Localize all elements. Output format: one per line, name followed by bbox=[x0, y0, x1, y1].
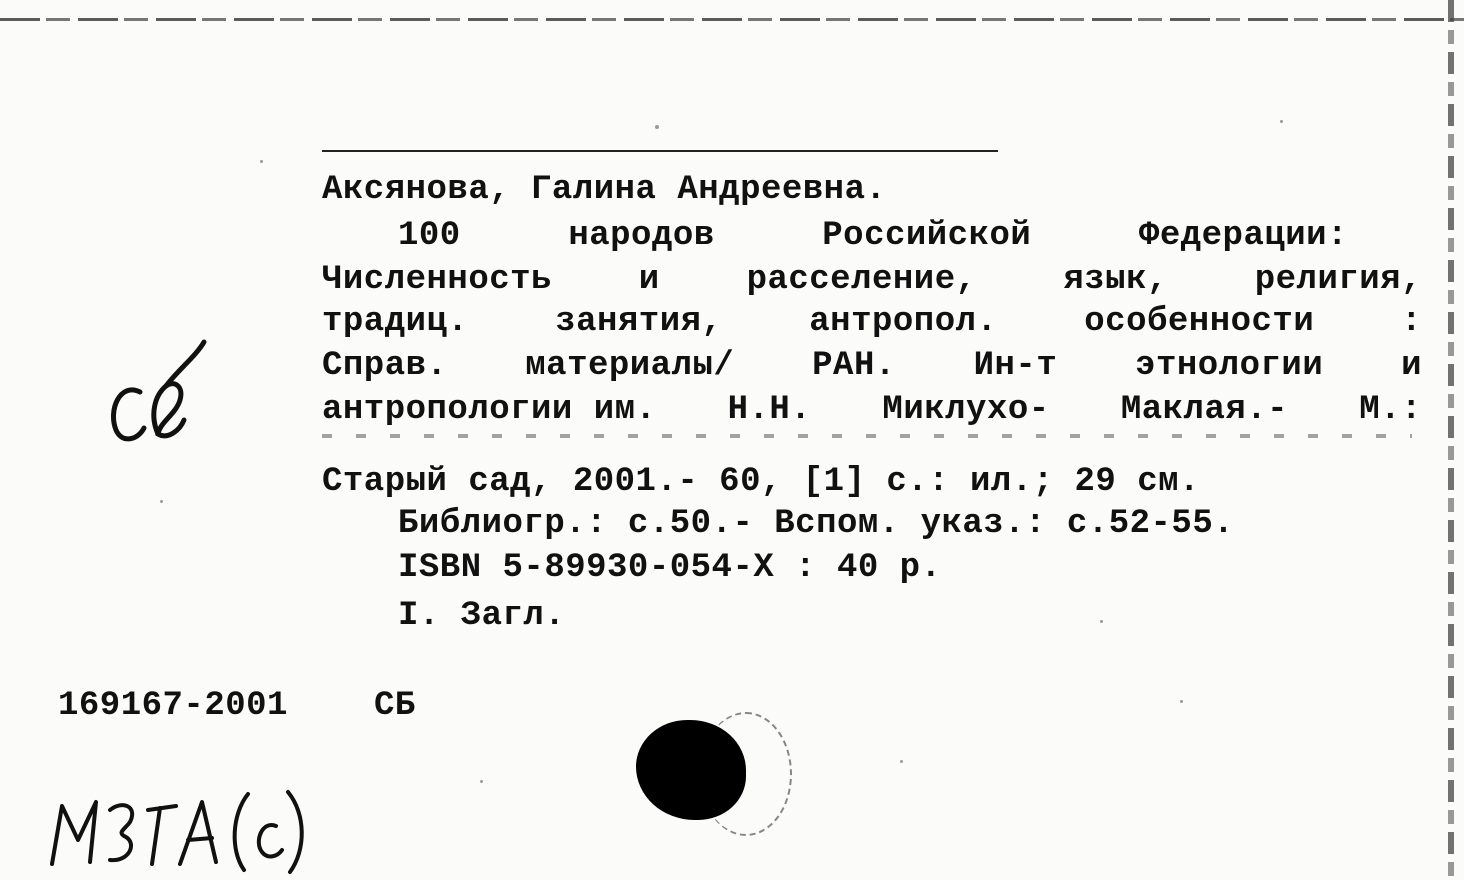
scan-speck bbox=[260, 160, 263, 163]
title-line-3 bbox=[322, 302, 1422, 342]
scan-speck bbox=[1180, 700, 1183, 703]
publisher-line: Старый сад, 2001.- 60, [1] с.: ил.; 29 см. bbox=[322, 463, 1200, 501]
title-line-2 bbox=[322, 260, 1422, 300]
scan-speck bbox=[1100, 620, 1103, 623]
title-word: и bbox=[638, 261, 660, 299]
title-word: занятия, bbox=[555, 303, 723, 341]
title-line-5 bbox=[322, 390, 1422, 430]
title-word: антропол. bbox=[809, 303, 998, 341]
title-word: этнологии bbox=[1135, 347, 1324, 385]
title-word: Федерации: bbox=[1138, 217, 1348, 255]
title-line-4 bbox=[322, 346, 1422, 386]
added-entry: I. Загл. bbox=[398, 597, 566, 635]
card-right-edge bbox=[1448, 0, 1454, 880]
title-word: антропологии им. bbox=[322, 391, 657, 429]
isbn-line: ISBN 5-89930-054-X : 40 р. bbox=[398, 549, 942, 587]
scan-noise-dashes bbox=[322, 434, 1412, 438]
title-word: язык, bbox=[1063, 261, 1168, 299]
title-word: М.: bbox=[1359, 391, 1422, 429]
scan-speck bbox=[1280, 120, 1283, 123]
heading-rule bbox=[322, 150, 998, 152]
title-word: и bbox=[1401, 347, 1422, 385]
title-word: Российской bbox=[822, 217, 1032, 255]
title-word: Миклухо- bbox=[882, 391, 1050, 429]
scan-speck bbox=[655, 125, 659, 129]
title-word: религия, bbox=[1254, 261, 1422, 299]
title-word: РАН. bbox=[812, 347, 896, 385]
title-word: Маклая.- bbox=[1120, 391, 1289, 429]
handwritten-mark-mzga bbox=[40, 780, 310, 876]
title-word: расселение, bbox=[746, 261, 977, 299]
title-line-1 bbox=[398, 216, 1348, 256]
control-number: 169167-2001 bbox=[58, 687, 288, 725]
punch-hole bbox=[636, 720, 746, 820]
title-word: Н.Н. bbox=[727, 391, 812, 429]
scan-speck bbox=[160, 500, 163, 503]
title-word: традиц. bbox=[322, 303, 469, 341]
collection-code: СБ bbox=[374, 687, 416, 725]
title-word: Справ. bbox=[322, 347, 448, 385]
scan-speck bbox=[900, 760, 903, 763]
handwritten-mark-sb bbox=[100, 330, 210, 450]
title-word: особенности bbox=[1084, 303, 1315, 341]
title-word: 100 bbox=[398, 217, 461, 255]
title-word: материалы/ bbox=[525, 347, 735, 385]
title-word: Численность bbox=[322, 261, 552, 299]
title-word: : bbox=[1401, 303, 1422, 341]
title-word: Ин-т bbox=[973, 347, 1058, 385]
author-heading: Аксянова, Галина Андреевна. bbox=[322, 171, 887, 209]
scan-speck bbox=[480, 780, 483, 783]
bibliography-note: Библиогр.: с.50.- Вспом. указ.: с.52-55. bbox=[398, 505, 1235, 543]
title-word: народов bbox=[568, 217, 715, 255]
card-top-edge bbox=[0, 18, 1464, 21]
